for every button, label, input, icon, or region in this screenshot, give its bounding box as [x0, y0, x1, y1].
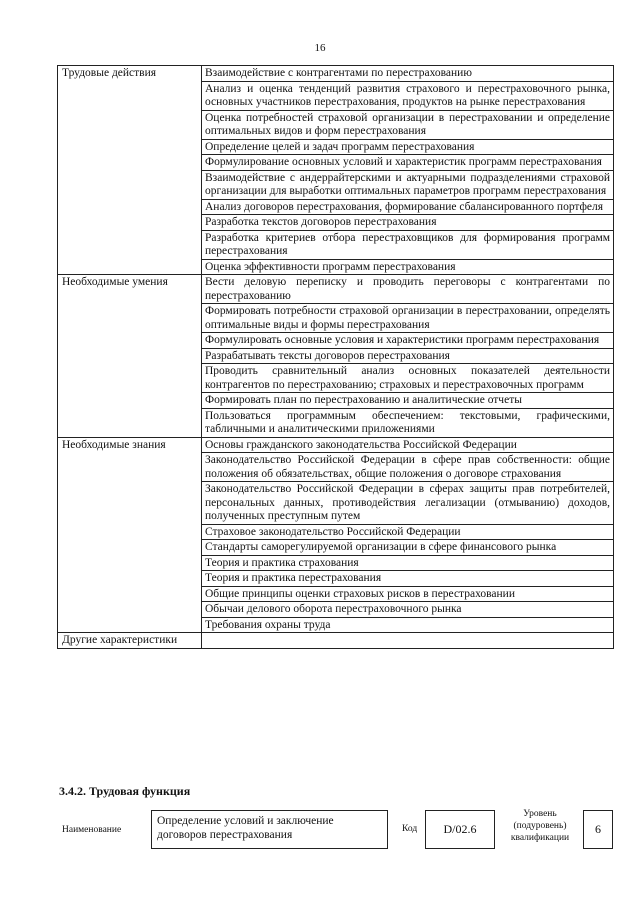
item-cell: Обычаи делового оборота перестраховочного рынка — [202, 602, 614, 618]
competency-table — [57, 65, 614, 649]
item-cell: Основы гражданского законодательства Российской Федерации — [202, 437, 614, 453]
item-cell: Анализ договоров перестрахования, формирование сбалансированного портфеля — [202, 199, 614, 215]
item-cell: Формулировать основные условия и характеристики программ перестрахования — [202, 333, 614, 349]
item-cell: Страховое законодательство Российской Федерации — [202, 524, 614, 540]
item-cell: Стандарты саморегулируемой организации в сфере финансового рынка — [202, 540, 614, 556]
item-cell: Законодательство Российской Федерации в сфере прав собственности: общие положения об обязательствах, общие положения о договоре страхования — [202, 453, 614, 482]
item-cell: Взаимодействие с андеррайтерскими и актуарными подразделениями страховой организации для выработки оптимальных параметров программ перестрахования — [202, 170, 614, 199]
table-row — [58, 66, 614, 82]
section-heading: 3.4.2. Трудовая функция — [59, 784, 191, 798]
item-cell: Формулирование основных условий и характеристик программ перестрахования — [202, 155, 614, 171]
item-cell: Теория и практика перестрахования — [202, 571, 614, 587]
table-row — [58, 275, 614, 304]
item-cell: Разрабатывать тексты договоров перестрахования — [202, 348, 614, 364]
item-cell: Формировать потребности страховой организации в перестраховании, определять оптимальные виды и формы перестрахования — [202, 304, 614, 333]
code-value-box: D/02.6 — [425, 810, 495, 849]
code-label: Код — [402, 824, 418, 834]
name-label: Наименование — [62, 825, 122, 835]
item-cell: Пользоваться программным обеспечением: текстовыми, графическими, табличными и аналитическими приложениями — [202, 408, 614, 437]
item-cell: Требования охраны труда — [202, 617, 614, 633]
table-row — [58, 633, 614, 649]
item-cell: Взаимодействие с контрагентами по перестрахованию — [202, 66, 614, 82]
item-cell: Законодательство Российской Федерации в сферах защиты прав потребителей, персональных данных, противодействия легализации (отмыванию) доходов, полученных преступным путем — [202, 482, 614, 525]
category-cell: Трудовые действия — [58, 66, 202, 275]
item-cell: Разработка критериев отбора перестраховщиков для формирования программ перестрахования — [202, 230, 614, 259]
page-number: 16 — [314, 42, 326, 54]
competency-table-body — [58, 66, 614, 649]
item-cell: Анализ и оценка тенденций развития страхового и перестраховочного рынка, основных участников перестрахования, продуктов на рынке перестрахования — [202, 81, 614, 110]
category-cell: Необходимые умения — [58, 275, 202, 438]
labor-function-row — [0, 808, 640, 858]
name-value-box: Определение условий и заключение договоров перестрахования — [151, 810, 388, 849]
item-cell: Проводить сравнительный анализ основных показателей деятельности контрагентов по перестрахованию; страховых и перестраховочных программ — [202, 364, 614, 393]
item-cell: Определение целей и задач программ перестрахования — [202, 139, 614, 155]
item-cell: Вести деловую переписку и проводить переговоры с контрагентами по перестрахованию — [202, 275, 614, 304]
item-cell: Оценка эффективности программ перестрахования — [202, 259, 614, 275]
category-cell: Другие характеристики — [58, 633, 202, 649]
item-cell: Оценка потребностей страховой организации в перестраховании и определение оптимальных видов и форм перестрахования — [202, 110, 614, 139]
qualification-level-label: Уровень (подуровень) квалификации — [510, 809, 570, 843]
item-cell: Общие принципы оценки страховых рисков в перестраховании — [202, 586, 614, 602]
item-cell: Теория и практика страхования — [202, 555, 614, 571]
category-cell: Необходимые знания — [58, 437, 202, 633]
item-cell: Разработка текстов договоров перестрахования — [202, 215, 614, 231]
item-cell — [202, 633, 614, 649]
qualification-level-box: 6 — [583, 810, 613, 849]
item-cell: Формировать план по перестрахованию и аналитические отчеты — [202, 393, 614, 409]
table-row — [58, 437, 614, 453]
